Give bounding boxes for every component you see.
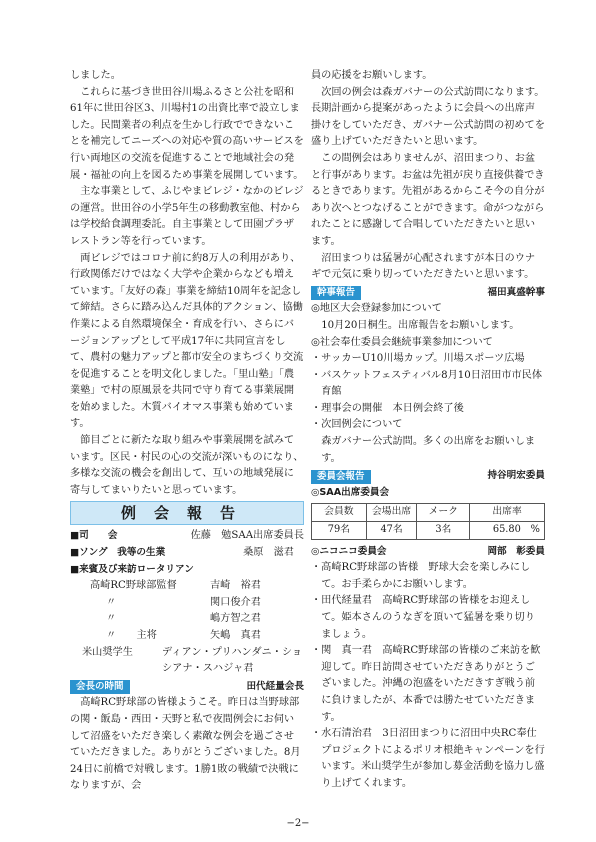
scholar-name: ディアン・プリハンダニ・ショシアナ・スハジャ君 xyxy=(162,646,303,675)
scholar-row xyxy=(70,645,304,678)
guest-role: 〃 主将 xyxy=(106,630,157,641)
guest-row xyxy=(70,595,304,612)
page-number: −2− xyxy=(286,818,310,829)
table-header-row xyxy=(312,504,545,522)
report-line: 10月20日桐生。出席報告をお願いします。 xyxy=(321,319,520,331)
paragraph: この間例会はありませんが、沼田まつり、お盆と行事があります。お盆は先祖が戻り直接供養できるときであります。先祖があるからこそ今の自分があり次へとつなげることができます。命がつながられたことに感謝して合唱していただきたいと思います。 xyxy=(311,152,545,247)
report-line: ・次回例会について xyxy=(311,419,403,431)
paragraph: 両ビレジではコロナ前に約8万人の利用があり、行政関係だけではなく大学や企業からなども増えています。「友好の森」事業を締結10周年を記念して締結。さらに踏み込んだ具体的アクション、協働作業による自然環境保全・育成を行い、さらにバージョンアップとして平成17年に共同宣言をして、農村の魅力アップと都市安全のまちづくり交流を促進することを明文化しました。「里山塾」「農業塾」で村の原風景を共同で守り育てる事業展開を始めました。木質バイオマス事業も始めています。 xyxy=(70,252,304,430)
nikoniko-list xyxy=(311,560,545,792)
section-author: 田代経量会長 xyxy=(246,680,304,692)
report-line: ・サッカーU10川場カップ。川場スポーツ広場 xyxy=(311,353,525,365)
table-cell: 47名 xyxy=(366,522,417,540)
table-cell: 3名 xyxy=(417,522,470,540)
section-author: 持谷明宏委員 xyxy=(487,470,545,482)
section-header xyxy=(311,285,545,302)
guest-row xyxy=(70,611,304,628)
scholar-label: 米山奨学生 xyxy=(82,646,133,658)
section-author: 福田真盛幹事 xyxy=(487,286,545,298)
guest-row xyxy=(70,628,304,645)
paragraph: これらに基づき世田谷川場ふるさと公社を昭和61年に世田谷区3、川場村1の出資比率で設立しました。民間業者の利点を生かし行政でできないことを補完してニーズへの対応や質の高いサービスを行い両地区の交流を促進することで地域社会の発展・福祉の向上を図るため事業を展開しています。 xyxy=(70,86,304,181)
section-header xyxy=(311,468,545,485)
list-item: ・田代経量君 高崎RC野球部の皆様をお迎えして。姫本さんのうなぎを頂いて猛暑を乗り切りましょう。 xyxy=(311,595,535,640)
subheading: ◎SAA出席委員会 xyxy=(311,486,390,498)
role-value: 佐藤 勉SAA出席委員長 xyxy=(190,530,304,542)
report-line: 森ガバナー公式訪問。多くの出席をお願いします。 xyxy=(321,436,536,464)
section-tag: 幹事報告 xyxy=(311,286,361,300)
table-header: 出席率 xyxy=(470,504,545,522)
table-cell: 79名 xyxy=(312,522,367,540)
role-value: 桑原 滋君 xyxy=(243,547,294,559)
role-row xyxy=(70,545,304,562)
list-item: ・高崎RC野球部の皆様 野球大会を楽しみにして。お手柔らかにお願いします。 xyxy=(311,562,531,590)
list-item: ・関 真一君 高崎RC野球部の皆様のご来訪を歓迎して。昨日訪問させていただきありがとうございました。沖縄の泡盛をいただきすぎ戦う前に負けましたが、本番では勝たせていただきます。 xyxy=(311,645,541,723)
table-row xyxy=(312,522,545,540)
guest-heading: ■来賓及び来訪ロータリアン xyxy=(70,563,194,575)
guest-name: 吉崎 裕君 xyxy=(210,580,261,592)
guest-name: 矢嶋 真君 xyxy=(210,630,261,641)
subheading: ◎ニコニコ委員会 xyxy=(311,545,387,557)
section-tag: 会長の時間 xyxy=(70,680,130,694)
report-line: ◎社会奉仕委員会継続事業参加について xyxy=(311,336,493,348)
section-tag: 委員会報告 xyxy=(311,470,371,484)
guest-role: 〃 xyxy=(106,613,117,625)
report-line: ◎地区大会登録参加について xyxy=(311,303,442,315)
table-header: 会員数 xyxy=(312,504,367,522)
table-cell: 65.80 % xyxy=(470,522,545,540)
paragraph: 節目ごとに新たな取り組みや事業展開を試みています。区民・村民の心の交流が深いものになり、多様な交流の機会を創出して、互いの地域発展に寄与してまいりたいと思っています。 xyxy=(70,435,304,496)
paragraph: 沼田まつりは猛暑が心配されますが本日のウナギで元気に乗り切っていただきたいと思います。 xyxy=(311,252,536,281)
table-header: 会場出席 xyxy=(366,504,417,522)
role-label: ■司 会 xyxy=(70,530,118,542)
report-line: ・理事会の開催 本日例会終了後 xyxy=(311,402,464,414)
section-header xyxy=(70,679,304,696)
guest-row xyxy=(70,578,304,595)
list-item: ・水石清治君 3日沼田まつりに沼田中央RC奉仕プロジェクトによるポリオ根絶キャンペーンを行います。米山奨学生が参加し募金活動を協力し盛り上げてくれます。 xyxy=(311,728,545,789)
left-column xyxy=(70,68,304,795)
section-author: 岡部 彰委員 xyxy=(487,545,545,557)
role-label: ■ソング 我等の生業 xyxy=(70,547,166,559)
guest-role: 〃 xyxy=(106,596,117,608)
guest-name: 嶋方智之君 xyxy=(210,613,261,625)
paragraph: 高崎RC野球部の皆様ようこそ。昨日は当野球部の関・飯島・西田・天野と私で夜間例会にお伺いして沼盛をいただき楽しく素敵な例会を過ごさせていただきました。ありがとうございました。8月24日に前橋で対戦します。1勝1敗の戦績で決戦になりますが、会 xyxy=(70,697,301,792)
paragraph: しました。 xyxy=(70,70,121,81)
paragraph: 員の応援をお願いします。 xyxy=(311,70,433,81)
secretary-report xyxy=(311,301,545,467)
guest-role: 高崎RC野球部監督 xyxy=(90,580,177,592)
report-line: ・バスケットフェスティバル8月10日沼田市市民体育館 xyxy=(311,369,543,398)
table-header: メーク xyxy=(417,504,470,522)
paragraph: 主な事業として、ふじやまビレジ・なかのビレジの運営。世田谷の小学5年生の移動教室他、村からは学校給食調理委託。自主事業として田園プラザレストラン等を行っています。 xyxy=(70,186,304,247)
guest-name: 関口俊介君 xyxy=(210,596,261,608)
right-column xyxy=(311,68,545,793)
meeting-report-banner: 例会報告 xyxy=(70,501,304,525)
section-header xyxy=(311,544,545,561)
paragraph: 次回の例会は森ガバナーの公式訪問になります。長期計画から提案があったように会員への出席声掛けをしていただき、ガバナー公式訪問の初めてを盛り上げていただきたいと思います。 xyxy=(311,86,545,148)
attendance-table xyxy=(311,503,545,539)
role-row xyxy=(70,528,304,545)
